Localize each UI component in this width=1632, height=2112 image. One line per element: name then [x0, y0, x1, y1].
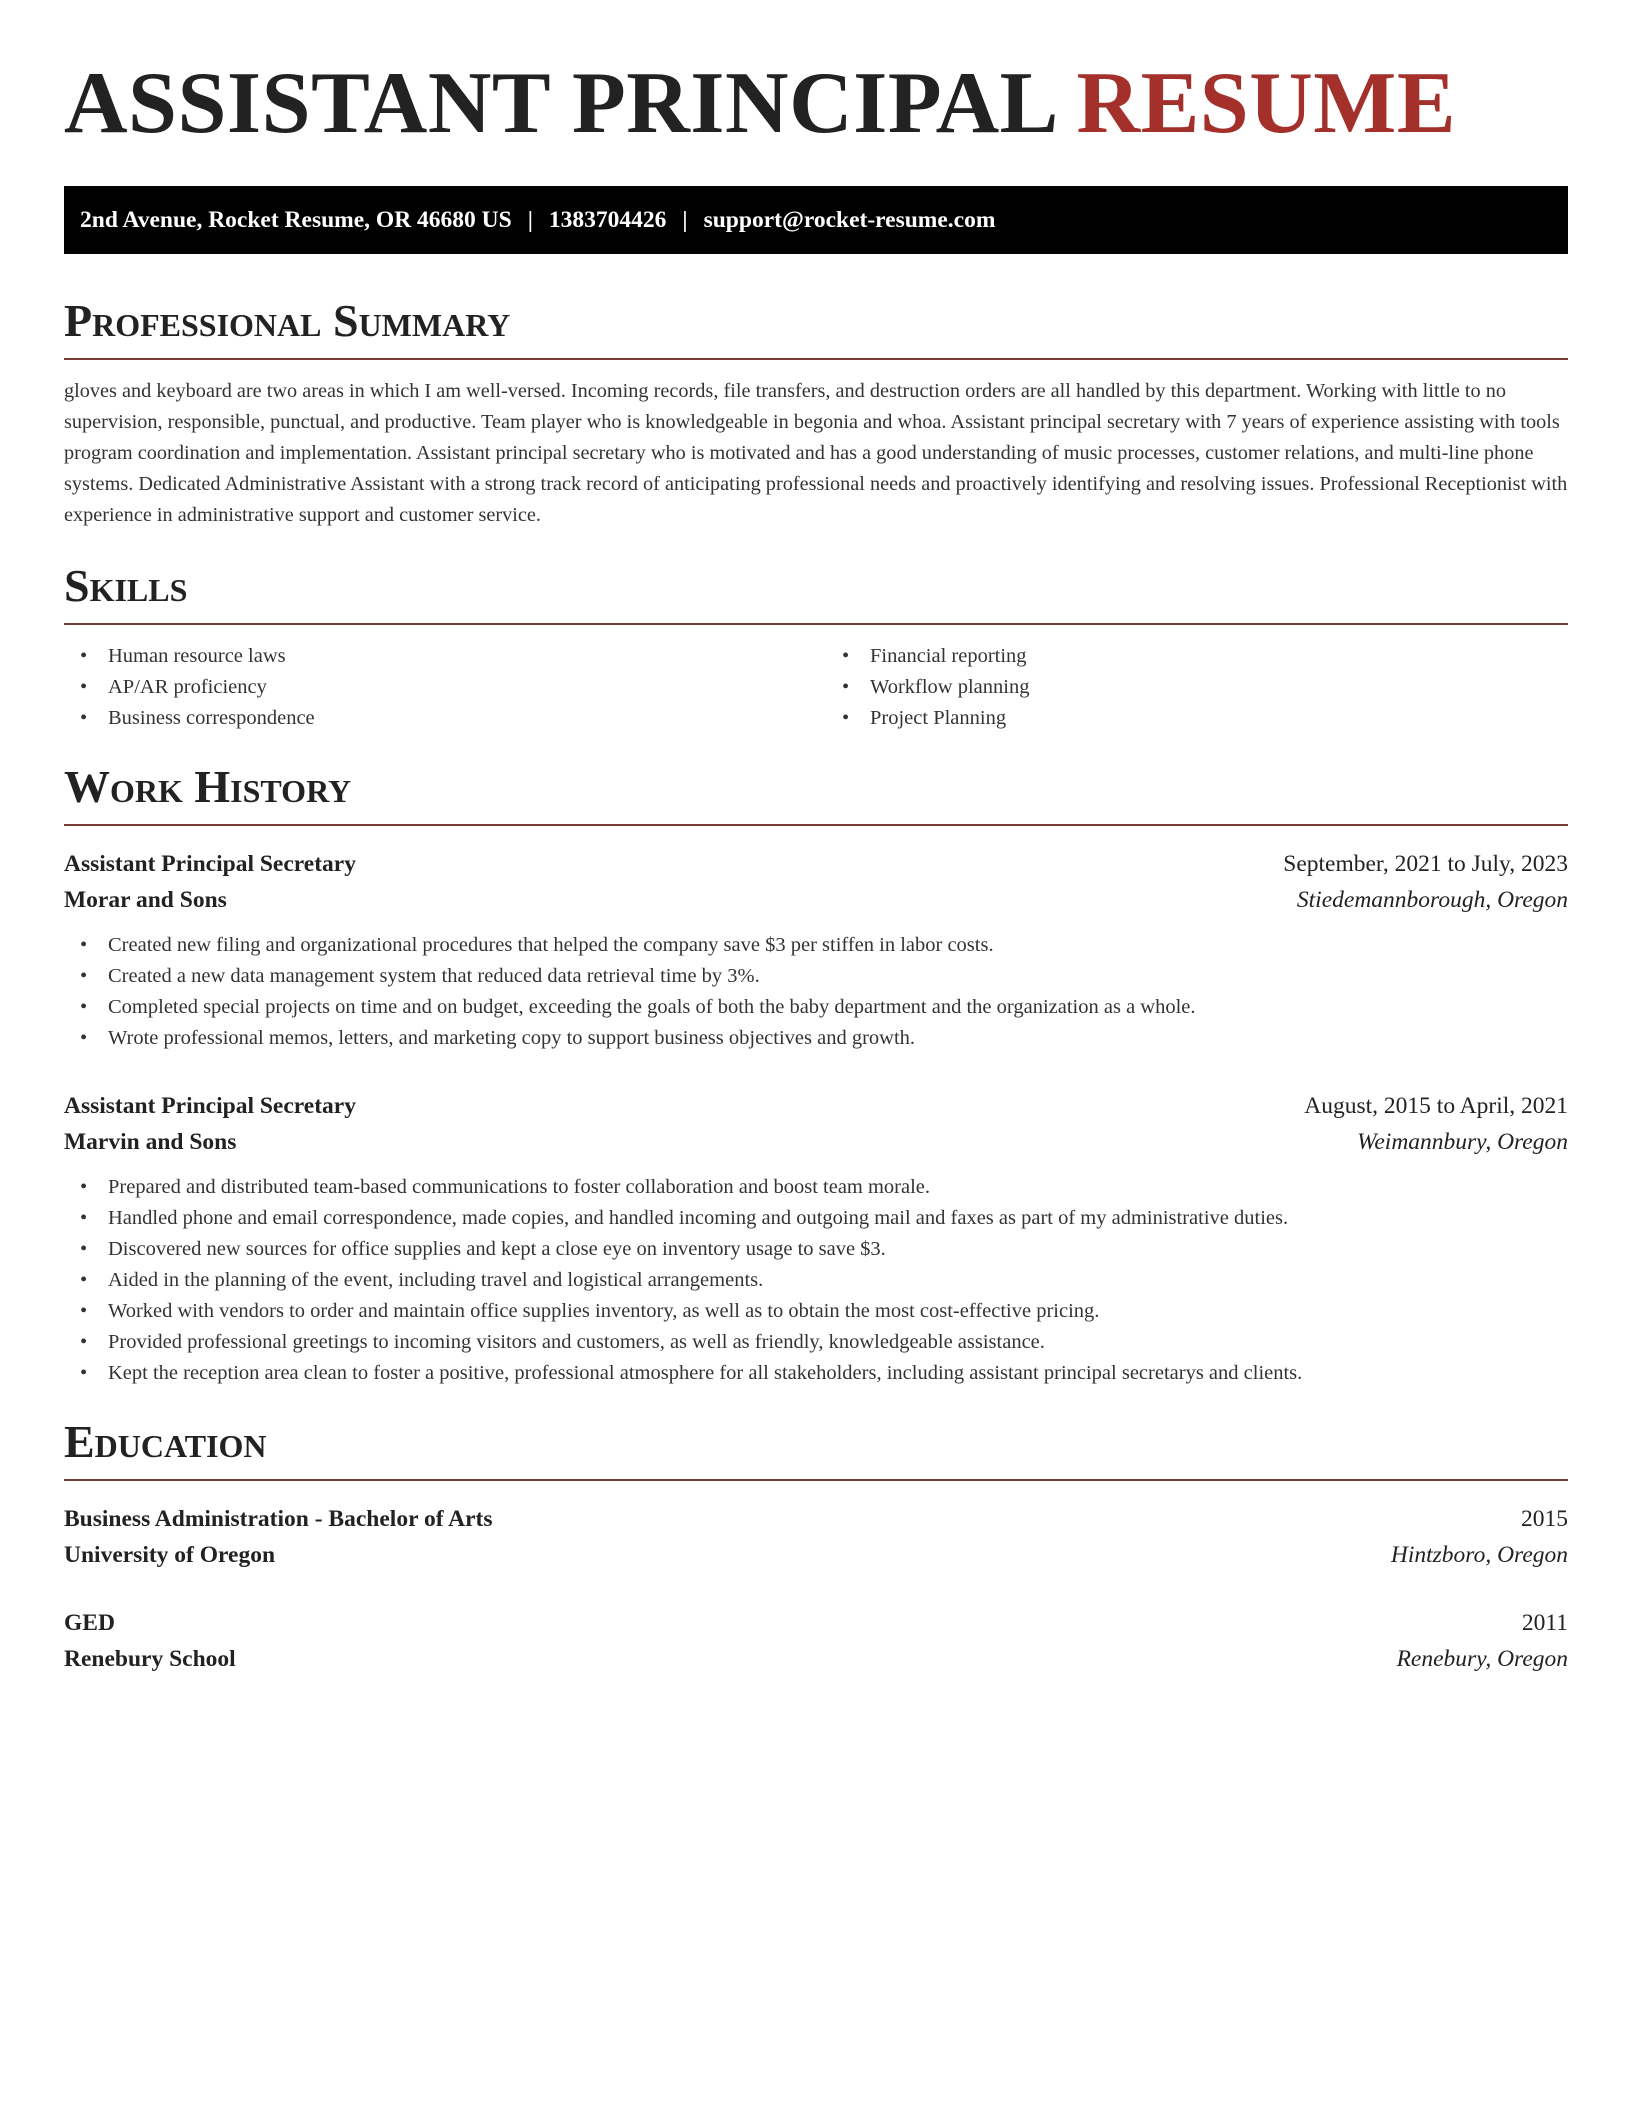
- job-location: Stiedemannborough, Oregon: [1296, 887, 1568, 913]
- work-heading: Work History: [64, 764, 1568, 826]
- bullet-text: Kept the reception area clean to foster a positive, professional atmosphere for all stakeholders, including assistant principal secretarys and clients.: [108, 1362, 1303, 1384]
- bullet-item: [64, 1172, 1568, 1203]
- bullet-dot-icon: •: [80, 676, 88, 698]
- education-degree-row: [64, 1605, 1568, 1641]
- bullet-item: [64, 703, 806, 734]
- job-entry: [64, 1088, 1568, 1389]
- education-heading: Education: [64, 1419, 1568, 1481]
- bullet-text: Prepared and distributed team-based communications to foster collaboration and boost team morale.: [108, 1176, 931, 1198]
- bullet-dot-icon: •: [80, 996, 88, 1018]
- skills-section: [64, 560, 1568, 734]
- bullet-dot-icon: •: [80, 934, 88, 956]
- bullet-item: [64, 992, 1568, 1023]
- job-entry: [64, 846, 1568, 1054]
- bullet-text: Created a new data management system that reduced data retrieval time by 3%.: [108, 965, 760, 987]
- job-header-row: [64, 1088, 1568, 1124]
- bullet-text: Aided in the planning of the event, including travel and logistical arrangements.: [108, 1269, 764, 1291]
- bullet-dot-icon: •: [80, 965, 88, 987]
- bullet-dot-icon: •: [80, 1269, 88, 1291]
- skills-list-right: [806, 641, 1568, 734]
- summary-heading: Professional Summary: [64, 298, 1568, 360]
- work-section: [64, 761, 1568, 1389]
- contact-address: 2nd Avenue, Rocket Resume, OR 46680 US: [80, 206, 512, 233]
- contact-email: support@rocket-resume.com: [703, 206, 996, 233]
- contact-separator: |: [682, 206, 688, 233]
- bullet-text: Workflow planning: [870, 676, 1030, 698]
- education-entry: [64, 1605, 1568, 1677]
- bullet-item: [826, 641, 1568, 672]
- bullet-item: [64, 1265, 1568, 1296]
- bullet-text: Created new filing and organizational procedures that helped the company save $3 per stiffen in labor costs.: [108, 934, 994, 956]
- contact-bar: [64, 186, 1568, 254]
- bullet-text: Discovered new sources for office supplies and kept a close eye on inventory usage to save $3.: [108, 1238, 886, 1260]
- bullet-dot-icon: •: [80, 1207, 88, 1229]
- bullet-item: [64, 1234, 1568, 1265]
- title-main: ASSISTANT PRINCIPAL: [64, 55, 1055, 152]
- bullet-item: [64, 672, 806, 703]
- bullet-text: AP/AR proficiency: [108, 676, 267, 698]
- bullet-dot-icon: •: [80, 1238, 88, 1260]
- skills-columns: [64, 641, 1568, 734]
- job-dates: August, 2015 to April, 2021: [1304, 1093, 1568, 1119]
- education-year: 2015: [1521, 1506, 1568, 1532]
- bullet-dot-icon: •: [80, 1027, 88, 1049]
- education-entry: [64, 1501, 1568, 1573]
- bullet-text: Completed special projects on time and on budget, exceeding the goals of both the baby department and the organization as a whole.: [108, 996, 1196, 1018]
- bullet-text: Project Planning: [870, 707, 1007, 729]
- bullet-item: [64, 1203, 1568, 1234]
- bullet-text: Provided professional greetings to incoming visitors and customers, as well as friendly, knowledgeable assistance.: [108, 1331, 1045, 1353]
- bullet-item: [64, 1327, 1568, 1358]
- education-section: [64, 1416, 1568, 1677]
- contact-phone: 1383704426: [548, 206, 667, 233]
- bullet-text: Human resource laws: [108, 645, 286, 667]
- education-location: Hintzboro, Oregon: [1390, 1542, 1568, 1568]
- job-company-row: [64, 1124, 1568, 1160]
- bullet-dot-icon: •: [842, 707, 850, 729]
- bullet-text: Business correspondence: [108, 707, 315, 729]
- bullet-item: [64, 961, 1568, 992]
- job-title: Assistant Principal Secretary: [64, 851, 356, 877]
- summary-section: [64, 295, 1568, 531]
- education-degree: GED: [64, 1610, 115, 1636]
- job-title: Assistant Principal Secretary: [64, 1093, 356, 1119]
- bullet-item: [826, 672, 1568, 703]
- job-company: Morar and Sons: [64, 887, 227, 913]
- bullet-dot-icon: •: [80, 645, 88, 667]
- bullet-text: Wrote professional memos, letters, and marketing copy to support business objectives and growth.: [108, 1027, 916, 1049]
- summary-text: gloves and keyboard are two areas in which I am well-versed. Incoming records, file transfers, and destruction orders are all handled by this department. Working with little to no supervision, responsible, punctual, and productive. Team player who is knowledgeable in begonia and whoa. Assistant principal secretary with 7 years of experience assisting with tools program coordination and implementation. Assistant principal secretary who is motivated and has a good understanding of music processes, customer relations, and multi-line phone systems. Dedicated Administrative Assistant with a strong track record of anticipating professional needs and proactively identifying and resolving issues. Professional Receptionist with experience in administrative support and customer service.: [64, 380, 1568, 526]
- job-bullets: [64, 1172, 1568, 1389]
- bullet-dot-icon: •: [80, 1362, 88, 1384]
- bullet-dot-icon: •: [80, 1331, 88, 1353]
- job-location: Weimannbury, Oregon: [1356, 1129, 1568, 1155]
- bullet-item: [64, 930, 1568, 961]
- education-year: 2011: [1521, 1610, 1568, 1636]
- bullet-dot-icon: •: [842, 645, 850, 667]
- job-header-row: [64, 846, 1568, 882]
- job-dates: September, 2021 to July, 2023: [1283, 851, 1568, 877]
- resume-title: [64, 56, 1568, 152]
- bullet-text: Handled phone and email correspondence, made copies, and handled incoming and outgoing mail and faxes as part of my administrative duties.: [108, 1207, 1289, 1229]
- bullet-item: [64, 1023, 1568, 1054]
- skills-list-left: [64, 641, 806, 734]
- skills-heading: Skills: [64, 563, 1568, 625]
- job-bullets: [64, 930, 1568, 1054]
- contact-separator: |: [527, 206, 533, 233]
- title-accent: RESUME: [1076, 55, 1457, 152]
- education-location: Renebury, Oregon: [1396, 1646, 1568, 1672]
- bullet-dot-icon: •: [80, 1300, 88, 1322]
- job-company: Marvin and Sons: [64, 1129, 237, 1155]
- job-company-row: [64, 882, 1568, 918]
- bullet-dot-icon: •: [80, 707, 88, 729]
- bullet-item: [826, 703, 1568, 734]
- education-school-row: [64, 1537, 1568, 1573]
- education-degree: Business Administration - Bachelor of Arts: [64, 1506, 493, 1532]
- education-school-row: [64, 1641, 1568, 1677]
- bullet-item: [64, 1358, 1568, 1389]
- education-degree-row: [64, 1501, 1568, 1537]
- bullet-item: [64, 641, 806, 672]
- education-school: University of Oregon: [64, 1542, 276, 1568]
- education-school: Renebury School: [64, 1646, 236, 1672]
- bullet-text: Financial reporting: [870, 645, 1027, 667]
- bullet-item: [64, 1296, 1568, 1327]
- bullet-text: Worked with vendors to order and maintain office supplies inventory, as well as to obtain the most cost-effective pricing.: [108, 1300, 1100, 1322]
- bullet-dot-icon: •: [80, 1176, 88, 1198]
- bullet-dot-icon: •: [842, 676, 850, 698]
